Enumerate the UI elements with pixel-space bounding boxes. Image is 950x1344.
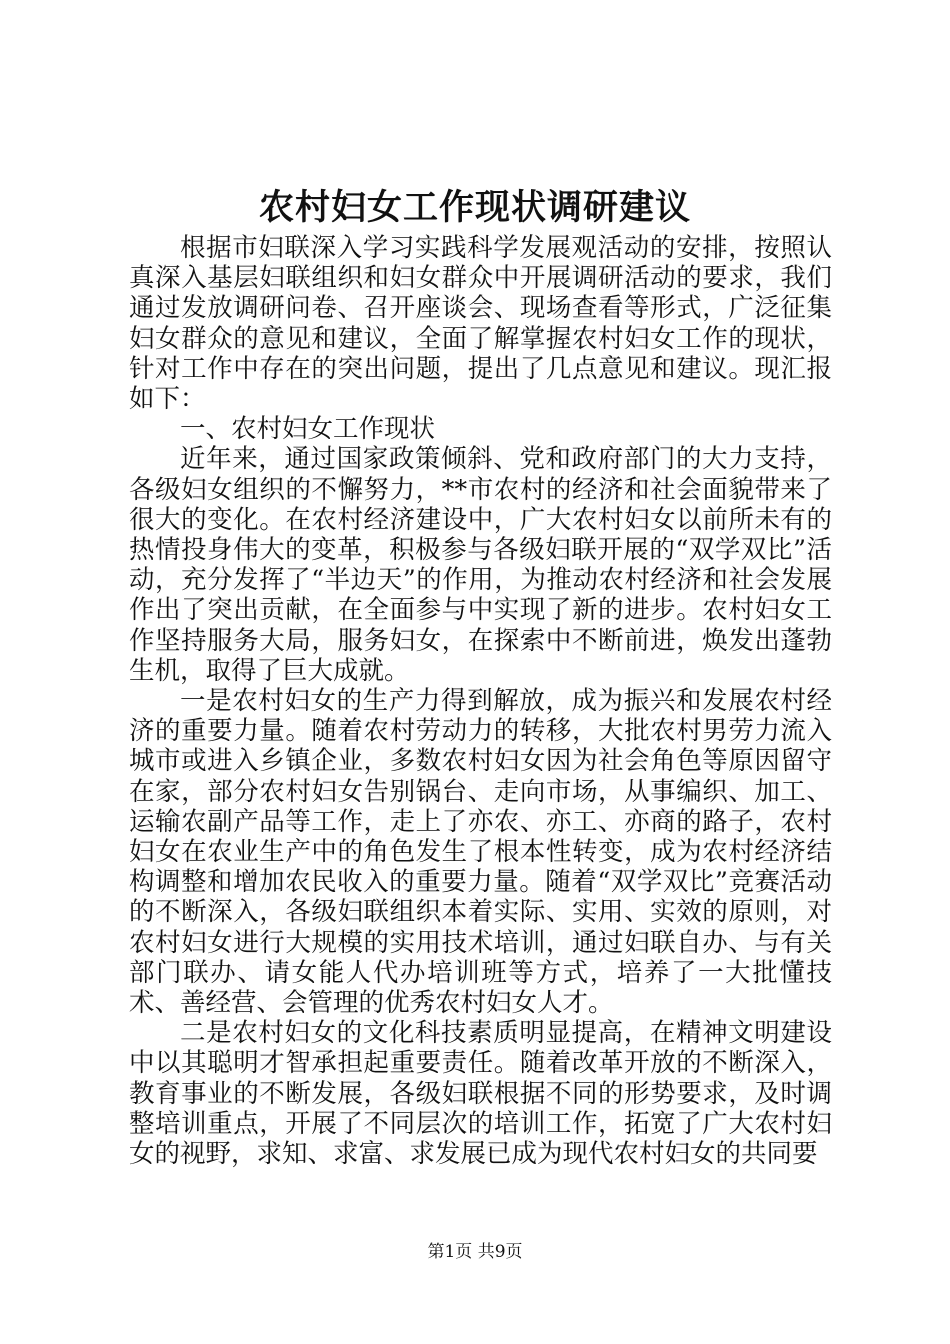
paragraph-overview: 近年来，通过国家政策倾斜、党和政府部门的大力支持，各级妇女组织的不懈努力，**市农村的经济和社会面貌带来了很大的变化。在农村经济建设中，广大农村妇女以前所未有的热情投身伟大的变革，积极参与各级妇联开展的“双学双比”活动，充分发挥了“半边天”的作用，为推动农村经济和社会发展作出了突出贡献，在全面参与中实现了新的进步。农村妇女工作坚持服务大局，服务妇女，在探索中不断前进，焕发出蓬勃生机，取得了巨大成就。 [129,444,832,686]
paragraph-intro: 根据市妇联深入学习实践科学发展观活动的安排，按照认真深入基层妇联组织和妇女群众中开展调研活动的要求，我们通过发放调研问卷、召开座谈会、现场查看等形式，广泛征集妇女群众的意见和建议，全面了解掌握农村妇女工作的现状，针对工作中存在的突出问题，提出了几点意见和建议。现汇报如下： [129,233,832,415]
section-heading-status: 一、农村妇女工作现状 [180,414,436,445]
document-title: 农村妇女工作现状调研建议 [258,187,691,228]
paragraph-point-two: 二是农村妇女的文化科技素质明显提高，在精神文明建设中以其聪明才智承担起重要责任。随着改革开放的不断深入，教育事业的不断发展，各级妇联根据不同的形势要求，及时调整培训重点，开展了不同层次的培训工作，拓宽了广大农村妇女的视野，求知、求富、求发展已成为现代农村妇女的共同要 [129,1018,832,1170]
document-body [129,233,832,1169]
paragraph-point-one: 一是农村妇女的生产力得到解放，成为振兴和发展农村经济的重要力量。随着农村劳动力的转移，大批农村男劳力流入城市或进入乡镇企业，多数农村妇女因为社会角色等原因留守在家，部分农村妇女告别锅台、走向市场，从事编织、加工、运输农副产品等工作，走上了亦农、亦工、亦商的路子，农村妇女在农业生产中的角色发生了根本性转变，成为农村经济结构调整和增加农民收入的重要力量。随着“双学双比”竞赛活动的不断深入，各级妇联组织本着实际、实用、实效的原则，对农村妇女进行大规模的实用技术培训，通过妇联自办、与有关部门联办、请女能人代办培训班等方式，培养了一大批懂技术、善经营、会管理的优秀农村妇女人才。 [129,686,832,1019]
page-footer: 第1页 共9页 [427,1242,523,1262]
